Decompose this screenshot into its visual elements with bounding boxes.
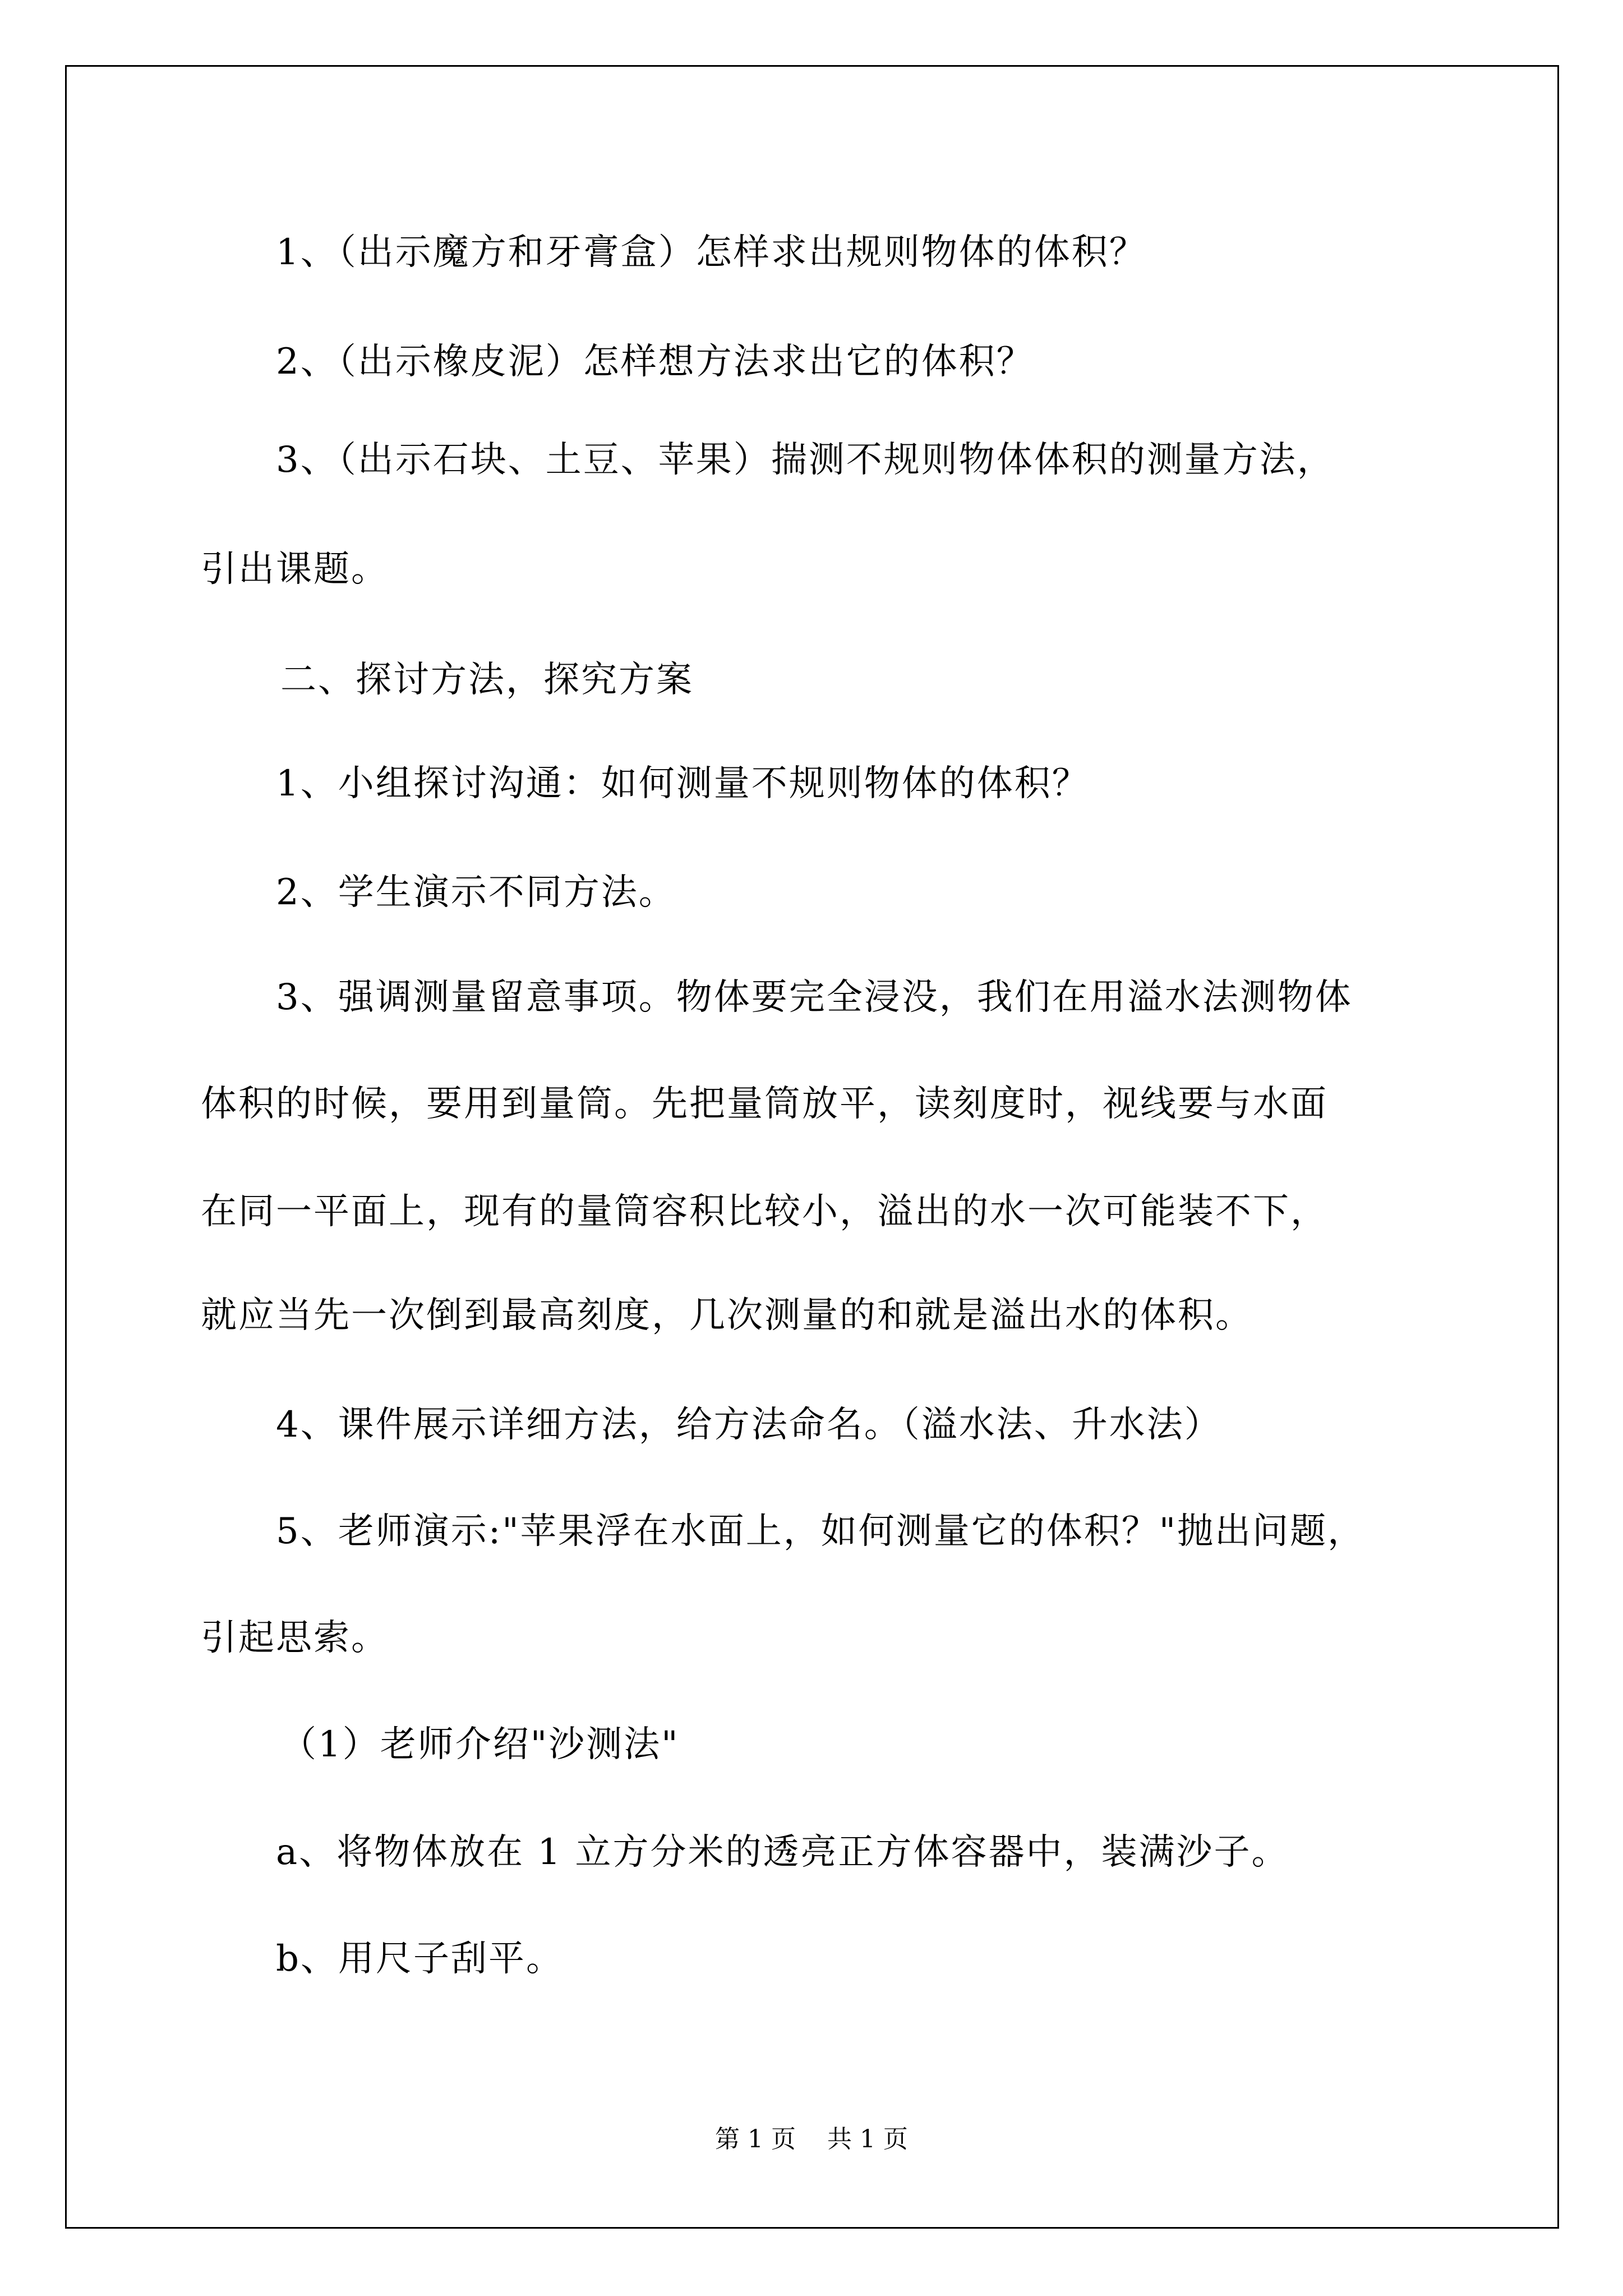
paragraph-6-line-1: 3、强调测量留意事项。物体要完全浸没，我们在用溢水法测物体 <box>276 977 1353 1018</box>
paragraph-9: （1）老师介绍"沙测法" <box>280 1724 680 1765</box>
paragraph-6-line-2: 体积的时候，要用到量筒。先把量筒放平，读刻度时，视线要与水面 <box>201 1083 1328 1125</box>
paragraph-5: 2、学生演示不同方法。 <box>276 872 676 913</box>
section-heading: 二、探讨方法，探究方案 <box>280 659 694 701</box>
paragraph-2: 2、（出示橡皮泥）怎样想方法求出它的体积？ <box>276 341 1034 383</box>
paragraph-10: a、将物体放在 1 立方分米的透亮正方体容器中，装满沙子。 <box>276 1832 1289 1873</box>
paragraph-4: 1、小组探讨沟通：如何测量不规则物体的体积？ <box>276 763 1090 804</box>
paragraph-1: 1、（出示魔方和牙膏盒）怎样求出规则物体的体积？ <box>276 232 1147 273</box>
page-footer: 第 1 页 共 1 页 <box>715 2125 908 2154</box>
paragraph-8-line-1: 5、老师演示:"苹果浮在水面上，如何测量它的体积？"抛出问题， <box>276 1511 1366 1552</box>
paragraph-3-line-2: 引出课题。 <box>201 549 389 590</box>
paragraph-6-line-4: 就应当先一次倒到最高刻度，几次测量的和就是溢出水的体积。 <box>201 1295 1253 1336</box>
paragraph-11: b、用尺子刮平。 <box>276 1938 564 1980</box>
paragraph-3-line-1: 3、（出示石块、土豆、苹果）揣测不规则物体体积的测量方法， <box>276 439 1335 481</box>
page-border <box>65 65 1559 2229</box>
paragraph-6-line-3: 在同一平面上，现有的量筒容积比较小，溢出的水一次可能装不下， <box>201 1191 1328 1232</box>
paragraph-8-line-2: 引起思索。 <box>201 1617 389 1659</box>
paragraph-7: 4、课件展示详细方法，给方法命名。（溢水法、升水法） <box>276 1404 1222 1446</box>
